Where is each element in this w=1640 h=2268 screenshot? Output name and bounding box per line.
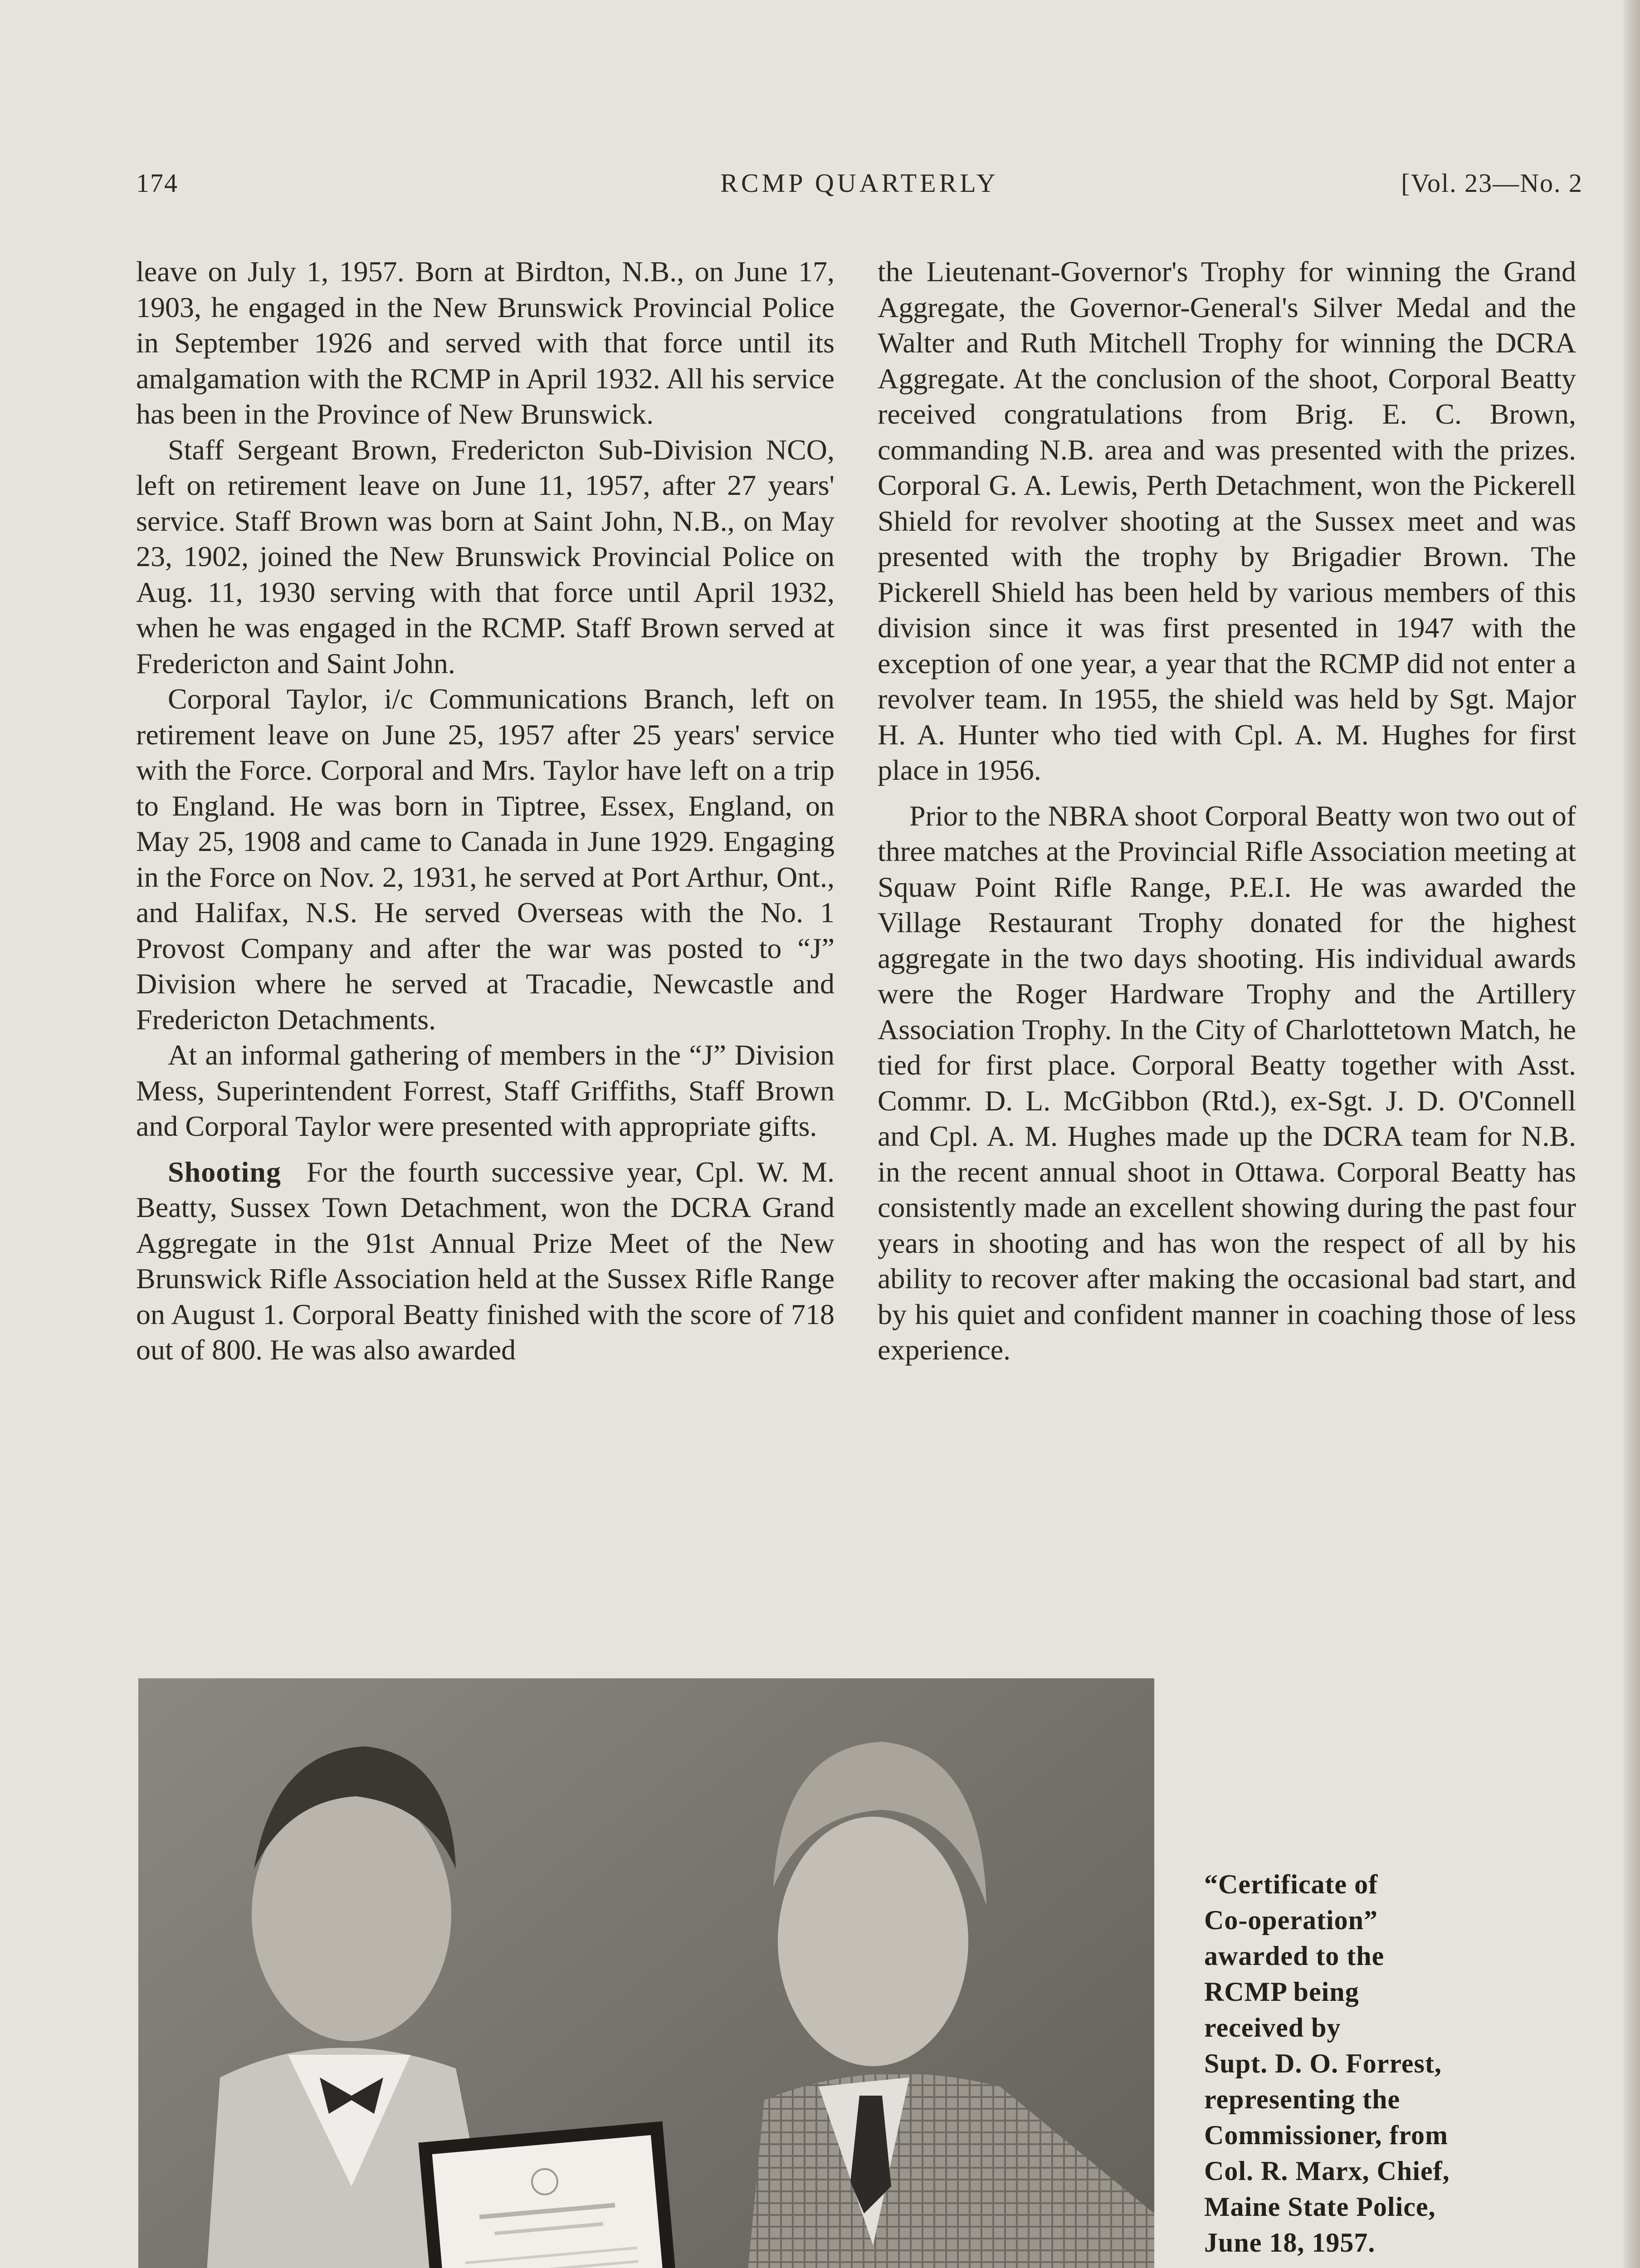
- volume-info: [Vol. 23—No. 2: [1401, 168, 1583, 198]
- photograph-certificate-presentation: [138, 1678, 1154, 2268]
- paragraph-retirement-first: leave on July 1, 1957. Born at Birdton, N.B., on June 17, 1903, he engaged in the New Brunswick Provincial Police in September 1926 and served with that force until its amalgamation with the RCMP in April 1932. All his service has been in the Province of New Brunswick.: [136, 255, 835, 430]
- running-header: [136, 168, 1583, 209]
- caption-line: Co-operation”: [1204, 1905, 1378, 1935]
- caption-line: Supt. D. O. Forrest,: [1204, 2048, 1442, 2078]
- caption-line: awarded to the: [1204, 1941, 1385, 1971]
- caption-line: RCMP being: [1204, 1977, 1359, 2007]
- photo-caption: [1204, 1867, 1549, 2261]
- page-number: 174: [136, 168, 178, 198]
- left-column: [136, 254, 835, 1368]
- caption-line: “Certificate of: [1204, 1869, 1378, 1899]
- paragraph-nbra-shoot: Prior to the NBRA shoot Corporal Beatty won two out of three matches at the Provincial Rifle Association meeting at Squaw Point Rifle Range, P.E.I. He was awarded the Village Restaurant Trophy donated for the highest aggregate in the two days shooting. His individual awards were the Roger Hardware Trophy and the Artillery Association Trophy. In the City of Charlottetown Match, he tied for first place. Corporal Beatty together with Asst. Commr. D. L. McGibbon (Rtd.), ex-Sgt. J. D. O'Connell and Cpl. A. M. Hughes made up the DCRA team for N.B. in the recent annual shoot in Ottawa. Corporal Beatty has consistently made an excellent showing during the past four years in shooting and has won the respect of all by his ability to recover after making the occasional bad start, and by his quiet and confident manner in coaching those of less experience.: [878, 799, 1576, 1366]
- caption-line: representing the: [1204, 2084, 1401, 2114]
- paragraph-shooting: [136, 1154, 835, 1368]
- journal-title: RCMP QUARTERLY: [720, 168, 999, 198]
- paragraph-shooting-text: For the fourth successive year, Cpl. W. M. Beatty, Sussex Town Detachment, won the DCRA Grand Aggregate in the 91st Annual Prize Meet of the New Brunswick Rifle Association held at the Sussex Rifle Range on August 1. Corporal Beatty finished with the score of 718 out of 800. He was also awarded: [136, 1155, 835, 1366]
- caption-line: received by: [1204, 2013, 1341, 2043]
- caption-line: Col. R. Marx, Chief,: [1204, 2156, 1450, 2186]
- caption-line: June 18, 1957.: [1204, 2228, 1376, 2258]
- caption-line: Commissioner, from: [1204, 2120, 1448, 2150]
- paragraph-corporal-taylor: Corporal Taylor, i/c Communications Branch, left on retirement leave on June 25, 1957 after 25 years' service with the Force. Corporal and Mrs. Taylor have left on a trip to England. He was born in Tiptree, Essex, England, on May 25, 1908 and came to Canada in June 1929. Engaging in the Force on Nov. 2, 1931, he served at Port Arthur, Ont., and Halifax, N.S. He served Overseas with the No. 1 Provost Company and after the war was posted to “J” Division where he served at Tracadie, Newcastle and Fredericton Detachments.: [136, 683, 835, 1036]
- section-heading-shooting: Shooting: [168, 1155, 281, 1188]
- paragraph-trophies: the Lieutenant-Governor's Trophy for winning the Grand Aggregate, the Governor-General's Silver Medal and the Walter and Ruth Mitchell Trophy for winning the DCRA Aggregate. At the conclusion of the shoot, Corporal Beatty received congratulations from Brig. E. C. Brown, commanding N.B. area and was presented with the prizes. Corporal G. A. Lewis, Perth Detachment, won the Pickerell Shield for revolver shooting at the Sussex meet and was presented with the trophy by Brigadier Brown. The Pickerell Shield has been held by various members of this division since it was first presented in 1947 with the exception of one year, a year that the RCMP did not enter a revolver team. In 1955, the shield was held by Sgt. Major H. A. Hunter who tied with Cpl. A. M. Hughes for first place in 1956.: [878, 255, 1576, 786]
- page-edge-shadow: [1624, 0, 1640, 2268]
- paragraph-informal-gathering: At an informal gathering of members in the “J” Division Mess, Superintendent Forrest, Staff Griffiths, Staff Brown and Corporal Taylor were presented with appropriate gifts.: [136, 1039, 835, 1142]
- certificate-frame: [418, 2121, 684, 2268]
- photo-illustration: [138, 1678, 1154, 2268]
- right-man-head: [778, 1817, 968, 2066]
- caption-line: Maine State Police,: [1204, 2192, 1436, 2222]
- right-column: [878, 254, 1576, 1368]
- paragraph-staff-brown: Staff Sergeant Brown, Fredericton Sub-Division NCO, left on retirement leave on June 11, 1957, after 27 years' service. Staff Brown was born at Saint John, N.B., on May 23, 1902, joined the New Brunswick Provincial Police on Aug. 11, 1930 serving with that force until April 1932, when he was engaged in the RCMP. Staff Brown served at Fredericton and Saint John.: [136, 433, 835, 679]
